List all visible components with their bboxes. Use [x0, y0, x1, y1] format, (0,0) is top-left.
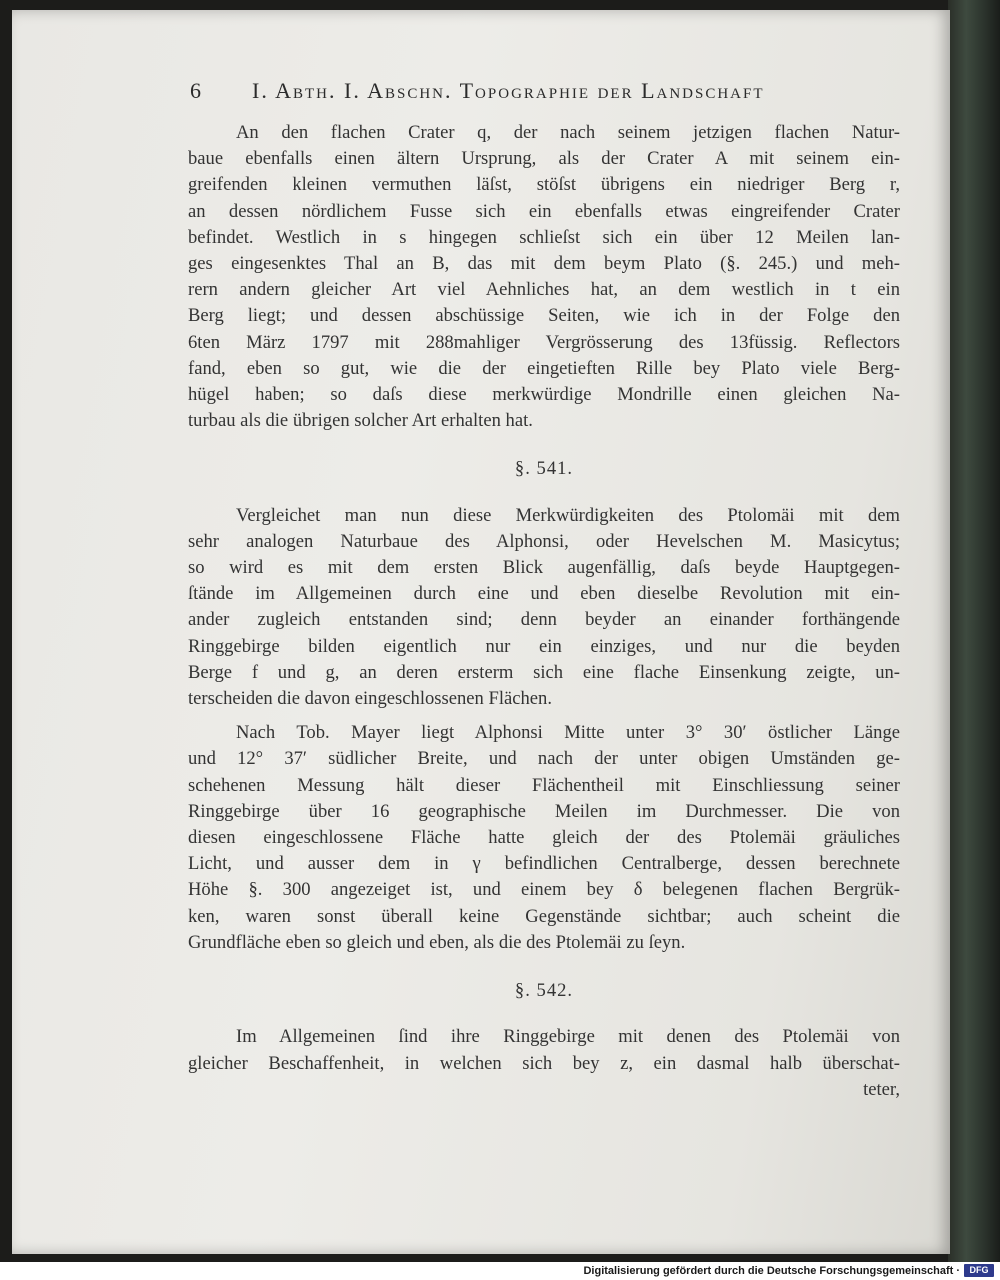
- text-line: Berg liegt; und dessen abschüssige Seiten, wie ich in der Folge den: [188, 305, 900, 327]
- text-line: und 12° 37′ südlicher Breite, und nach der unter obigen Umständen ge-: [188, 748, 900, 770]
- text-line: hügel haben; so daſs diese merkwürdige Mondrille einen gleichen Na-: [188, 384, 900, 406]
- catchword: teter,: [863, 1078, 900, 1100]
- paragraph-2: [188, 503, 900, 713]
- running-head-title: I. Abth. I. Abschn. Topographie der Landschaft: [252, 78, 765, 103]
- text-line: Berge f und g, an deren ersterm sich eine flache Einsenkung zeigte, un-: [188, 661, 900, 683]
- text-line: Ringgebirge bilden eigentlich nur ein einziges, und nur die beyden: [188, 635, 900, 657]
- text-line: ken, waren sonst überall keine Gegenstände sichtbar; auch scheint die: [188, 905, 900, 927]
- text-line: An den flachen Crater q, der nach seinem jetzigen flachen Natur-: [236, 122, 900, 143]
- text-line: Im Allgemeinen ſind ihre Ringgebirge mit denen des Ptolemäi von: [236, 1026, 900, 1048]
- digitization-footer: [0, 1262, 1000, 1280]
- paragraph-3: [188, 720, 900, 956]
- text-line: schehenen Messung hält dieser Flächentheil mit Einschliessung seiner: [188, 774, 900, 796]
- text-line: befindet. Westlich in s hingegen schlieſst sich ein über 12 Meilen lan-: [188, 226, 900, 248]
- text-line: sehr analogen Naturbaue des Alphonsi, oder Hevelschen M. Masicytus;: [188, 530, 900, 552]
- text-line: Höhe §. 300 angezeiget ist, und einem bey δ belegenen flachen Bergrük-: [188, 879, 900, 901]
- text-line: ges eingesenktes Thal an B, das mit dem beym Plato (§. 245.) und meh-: [188, 253, 900, 275]
- text-line: gleicher Beschaffenheit, in welchen sich bey z, ein dasmal halb überschat-: [188, 1052, 900, 1074]
- section-heading-542: §. 542.: [514, 980, 574, 1002]
- text-line: Ringgebirge über 16 geographische Meilen im Durchmesser. Die von: [188, 800, 900, 822]
- text-line: rern andern gleicher Art viel Aehnliches hat, an dem westlich in t ein: [188, 279, 900, 301]
- paragraph-1: [188, 120, 900, 434]
- text-line: turbau als die übrigen solcher Art erhalten hat.: [188, 410, 533, 432]
- text-line: greifenden kleinen vermuthen läſst, stöſst übrigens ein niedriger Berg r,: [188, 174, 900, 196]
- text-line: terscheiden die davon eingeschlossenen Flächen.: [188, 688, 553, 710]
- text-line: 6ten März 1797 mit 288mahliger Vergrösserung des 13füssig. Reflectors: [188, 331, 900, 353]
- text-line: ſtände im Allgemeinen durch eine und eben dieselbe Revolution mit ein-: [188, 583, 900, 605]
- text-line: Grundfläche eben so gleich und eben, als die des Ptolemäi zu ſeyn.: [188, 931, 686, 953]
- text-line: Nach Tob. Mayer liegt Alphonsi Mitte unter 3° 30′ östlicher Länge: [236, 722, 900, 744]
- text-line: baue ebenfalls einen ältern Ursprung, als der Crater A mit seinem ein-: [188, 148, 900, 170]
- paragraph-4: [188, 1024, 900, 1103]
- text-line: fand, eben so gut, wie die der eingetieften Rille bey Plato viele Berg-: [188, 357, 900, 379]
- section-heading-541: §. 541.: [514, 458, 574, 480]
- page-body: [188, 120, 900, 1103]
- funding-credit: Digitalisierung gefördert durch die Deutsche Forschungsgemeinschaft ·: [583, 1265, 960, 1277]
- text-line: Vergleichet man nun diese Merkwürdigkeiten des Ptolomäi mit dem: [236, 504, 900, 526]
- page-number: 6: [190, 78, 203, 103]
- book-binding: [948, 0, 1000, 1262]
- dfg-logo: DFG: [964, 1264, 994, 1277]
- text-line: ander zugleich entstanden sind; denn beyder an einander forthängende: [188, 609, 900, 631]
- text-line: Licht, und ausser dem in γ befindlichen Centralberge, dessen berechnete: [188, 853, 900, 875]
- text-line: so wird es mit dem ersten Blick augenfällig, daſs beyde Hauptgegen-: [188, 557, 900, 579]
- text-line: an dessen nördlichem Fusse sich ein ebenfalls etwas eingreifender Crater: [188, 200, 900, 222]
- text-line: diesen eingeschlossene Fläche hatte gleich der des Ptolemäi gräuliches: [188, 827, 900, 849]
